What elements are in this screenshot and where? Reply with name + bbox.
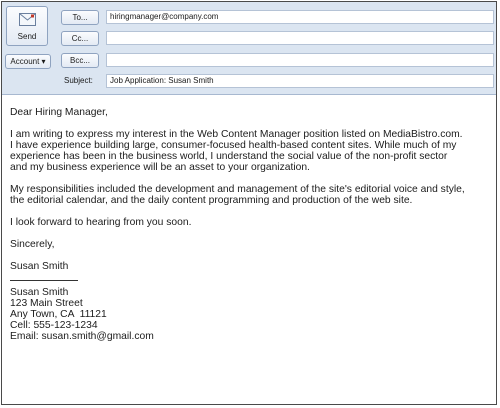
cc-button[interactable]: Cc... (61, 31, 99, 46)
paragraph-line: I have experience building large, consumer-focused health-based content sites. While much of my (10, 140, 457, 151)
closing: Sincerely, (10, 239, 55, 250)
account-button[interactable]: Account ▾ (5, 54, 51, 69)
send-label: Send (17, 32, 37, 41)
sig-street: 123 Main Street (10, 298, 83, 309)
signature-name: Susan Smith (10, 261, 69, 272)
subject-label: Subject: (64, 76, 93, 85)
closing-paragraph: I look forward to hearing from you soon. (10, 217, 192, 228)
greeting: Dear Hiring Manager, (10, 107, 108, 118)
signature-line (10, 280, 78, 281)
sig-city: Any Town, CA 11121 (10, 309, 107, 320)
bcc-field[interactable] (106, 53, 494, 67)
sig-name: Susan Smith (10, 287, 69, 298)
paragraph-line: I am writing to express my interest in the Web Content Manager position listed on MediaBistro.com. (10, 129, 463, 140)
email-compose-window (1, 1, 497, 405)
paragraph-line: experience has been in the business world, I understand the social value of the non-profit sector (10, 151, 448, 162)
to-field[interactable]: hiringmanager@company.com (106, 10, 494, 24)
paragraph-line: the editorial calendar, and the daily content programming and production of the web site. (10, 195, 413, 206)
sig-cell: Cell: 555-123-1234 (10, 320, 98, 331)
message-body[interactable] (10, 107, 492, 342)
compose-header (2, 2, 496, 95)
subject-field[interactable]: Job Application: Susan Smith (106, 74, 494, 88)
paragraph-line: and my business experience will be an asset to your organization. (10, 162, 310, 173)
to-button[interactable]: To... (61, 10, 99, 25)
paragraph-line: My responsibilities included the development and management of the site's editorial voice and style, (10, 184, 465, 195)
bcc-button[interactable]: Bcc... (61, 53, 99, 68)
envelope-icon (19, 13, 36, 26)
sig-email: Email: susan.smith@gmail.com (10, 331, 154, 342)
cc-field[interactable] (106, 31, 494, 45)
send-button[interactable] (6, 6, 48, 46)
